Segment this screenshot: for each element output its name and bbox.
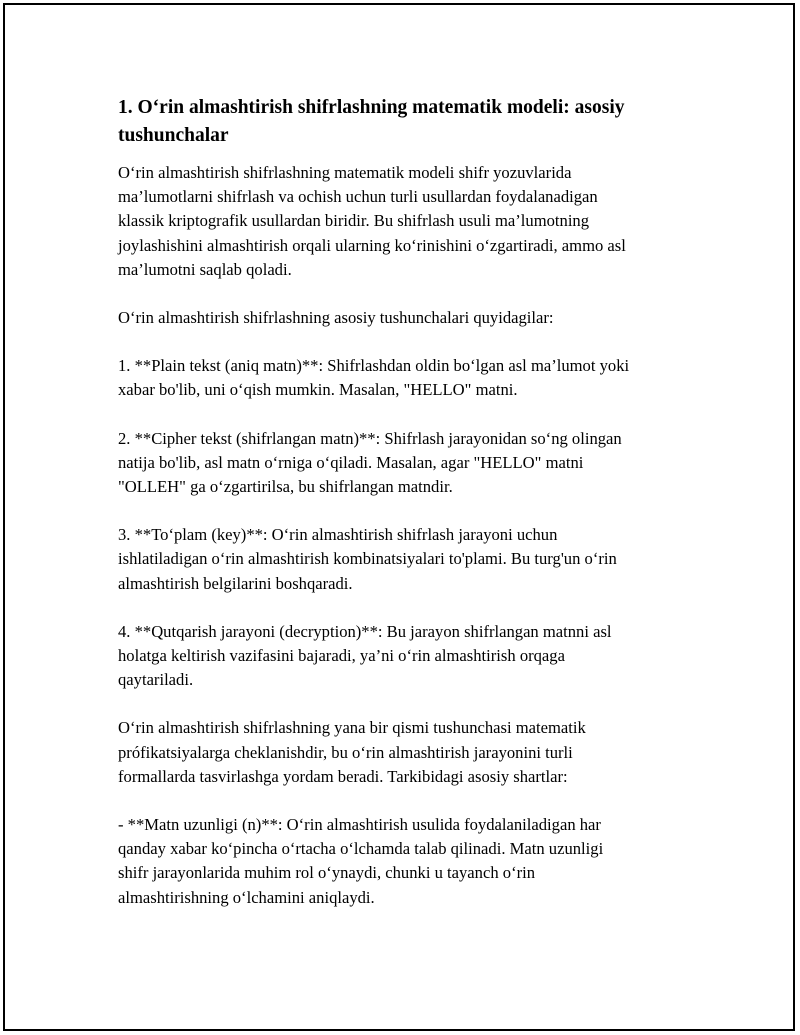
section-heading — [118, 94, 698, 150]
intro-paragraph — [118, 161, 698, 282]
text-line: shifr jarayonlarida muhim rol o‘ynaydi, chunki u tayanch o‘rin — [118, 863, 536, 883]
text-line: 1. **Plain tekst (aniq matn)**: Shifrlashdan oldin bo‘lgan asl ma’lumot yoki — [118, 356, 630, 376]
text-line: formallarda tasvirlashga yordam beradi. Tarkibidagi asosiy shartlar: — [118, 766, 568, 786]
text-line: xabar bo'lib, uni o‘qish mumkin. Masalan, "HELLO" matni. — [118, 380, 518, 400]
text-line: prófikatsiyalarga cheklanishdir, bu o‘rin almashtirish jarayonini turli — [118, 742, 573, 762]
document-body — [118, 94, 698, 910]
text-line: qanday xabar ko‘pincha o‘rtacha o‘lchamda talab qilinadi. Matn uzunligi — [118, 839, 604, 859]
text-line: ma’lumotni saqlab qoladi. — [118, 259, 292, 279]
text-line: "OLLEH" ga o‘zgartirilsa, bu shifrlangan matndir. — [118, 477, 453, 497]
text-line: O‘rin almashtirish shifrlashning matematik modeli shifr yozuvlarida — [118, 163, 572, 182]
text-line: O‘rin almashtirish shifrlashning asosiy tushunchalari quyidagilar: — [118, 308, 554, 328]
formalism-paragraph — [118, 716, 698, 789]
heading-line: 1. O‘rin almashtirish shifrlashning matematik modeli: asosiy — [118, 97, 625, 118]
text-line: ishlatiladigan o‘rin almashtirish kombinatsiyalari to'plami. Bu turg'un o‘rin — [118, 549, 617, 569]
concepts-lead-paragraph — [118, 306, 698, 330]
ciphertext-item — [118, 427, 698, 500]
text-line: O‘rin almashtirish shifrlashning yana bir qismi tushunchasi matematik — [118, 718, 586, 738]
text-line: joylashishini almashtirish orqali ularning ko‘rinishini o‘zgartiradi, ammo asl — [118, 235, 626, 255]
text-line: almashtirish belgilarini boshqaradi. — [118, 573, 353, 593]
text-line: - **Matn uzunligi (n)**: O‘rin almashtirish usulida foydalaniladigan har — [118, 815, 601, 835]
message-length-item — [118, 813, 698, 910]
plaintext-item — [118, 354, 698, 402]
decryption-item — [118, 620, 698, 693]
text-line: 4. **Qutqarish jarayoni (decryption)**: Bu jarayon shifrlangan matnni asl — [118, 621, 612, 641]
text-line: holatga keltirish vazifasini bajaradi, ya’ni o‘rin almashtirish orqaga — [118, 646, 565, 666]
text-line: natija bo'lib, asl matn o‘rniga o‘qiladi. Masalan, agar "HELLO" matni — [118, 452, 584, 472]
text-line: almashtirishning o‘lchamini aniqlaydi. — [118, 887, 375, 907]
key-item — [118, 523, 698, 596]
text-line: ma’lumotlarni shifrlash va ochish uchun turli usullardan foydalanadigan — [118, 187, 598, 207]
text-line: qaytariladi. — [118, 670, 194, 690]
text-line: klassik kriptografik usullardan biridir. Bu shifrlash usuli ma’lumotning — [118, 211, 590, 231]
heading-line: tushunchalar — [118, 125, 229, 146]
text-line: 2. **Cipher tekst (shifrlangan matn)**: Shifrlash jarayonidan so‘ng olingan — [118, 428, 622, 448]
text-line: 3. **To‘plam (key)**: O‘rin almashtirish shifrlash jarayoni uchun — [118, 525, 558, 545]
